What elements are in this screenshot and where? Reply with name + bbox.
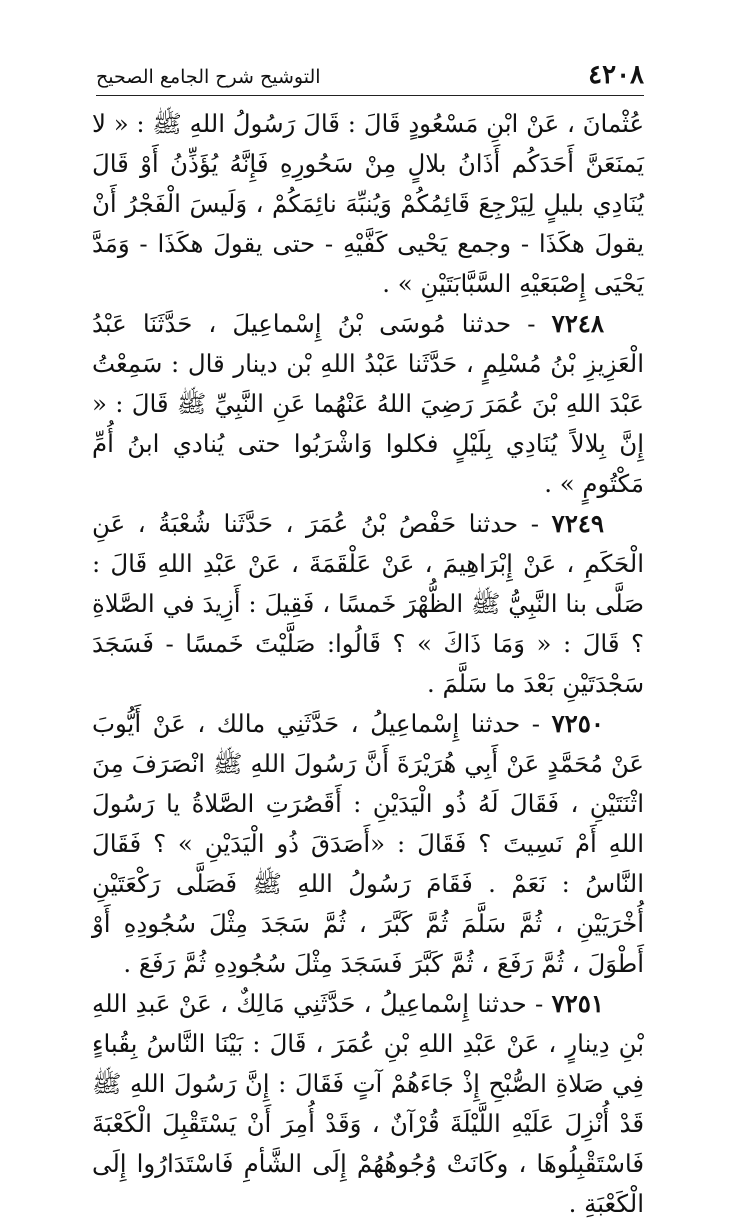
paragraph-text: عُثْمانَ ، عَنْ ابْنِ مَسْعُودٍ قَالَ : قَالَ رَسُولُ اللهِ ﷺ : « لا يَمنَعَنَّ أَحَدَكُم أَذَانُ بلالٍ مِنْ سَحُورِهِ فَإِنَّهُ يُؤَذِّنُ أَوْ قَالَ يُنَادِي بليلٍ لِيَرْجِعَ قَائِمُكُمْ وَيُنبِّهَ نائِمَكُمْ ، وَلَيسَ الْفَجْرُ أَنْ يقولَ هكَذَا - وجمع يَحْيى كَفَّيْهِ - حتى يقولَ هكَذَا - وَمَدَّ يَحْيَى إِصْبَعَيْهِ السَّبَّابَتَيْنِ » .: [92, 109, 644, 298]
hadith-number: ٧٢٤٨: [551, 309, 604, 338]
hadith-7250: [92, 704, 644, 984]
header-divider: [96, 95, 644, 96]
hadith-number: ٧٢٤٩: [551, 509, 604, 538]
hadith-7251: [92, 984, 644, 1224]
hadith-7249: [92, 504, 644, 704]
paragraph-text: - حدثنا حَفْصُ بْنُ عُمَرَ ، حَدَّثَنا شُعْبَةُ ، عَنِ الْحَكَمِ ، عَنْ إِبْرَاهِيمَ ، عَنْ عَلْقَمَةَ ، عَنْ عَبْدِ اللهِ قَالَ : صَلَّى بنا النَّبِيُّ ﷺ الظُّهْرَ خَمسًا ، فَقِيلَ : أَزِيدَ في الصَّلاةِ ؟ قَالَ : « وَمَا ذَاكَ » ؟ قَالُوا: صَلَّيْتَ خَمسًا - فَسَجَدَ سَجْدَتَيْنِ بَعْدَ ما سَلَّمَ .: [92, 509, 644, 698]
hadith-number: ٧٢٥١: [551, 989, 604, 1018]
paragraph-continuation: [92, 104, 644, 304]
hadith-7248: [92, 304, 644, 504]
page-body: [92, 104, 644, 1224]
paragraph-text: - حدثنا مُوسَى بْنُ إِسْماعِيلَ ، حَدَّثَنَا عَبْدُ الْعَزِيزِ بْنُ مُسْلِمٍ ، حَدَّثَنا عَبْدُ اللهِ بْن دينار قال : سَمِعْتُ عَبْدَ اللهِ بْنَ عُمَرَ رَضِيَ اللهُ عَنْهُما عَنِ النَّبِيِّ ﷺ قَالَ : « إِنَّ بِلالاً يُنَادِي بِلَيْلٍ فكلوا وَاشْرَبُوا حتى يُنادي ابنُ أُمِّ مَكْتُومٍ » .: [92, 309, 644, 498]
page-number: ٤٢٠٨: [588, 60, 644, 90]
hadith-number: ٧٢٥٠: [551, 709, 604, 738]
paragraph-text: - حدثنا إِسْماعِيلُ ، حَدَّثَنِي مَالِكٌ ، عَنْ عَبدِ اللهِ بْنِ دِينارٍ ، عَنْ عَبْدِ اللهِ بْنِ عُمَرَ ، قَالَ : بَيْنَا النَّاسُ بِقُباءٍ فِي صَلاةِ الصُّبْحِ إِذْ جَاءَهُمْ آتٍ فَقَالَ : إِنَّ رَسُولَ اللهِ ﷺ قَدْ أُنْزِلَ عَلَيْهِ اللَّيْلَةَ قُرْآنٌ ، وَقَدْ أُمِرَ أَنْ يَسْتَقْبِلَ الْكَعْبَةَ فَاسْتَقْبِلُوهَا ، وكَانَتْ وُجُوهُهُمْ إِلَى الشَّأمِ فَاسْتَدَارُوا إِلَى الْكَعْبَةِ .: [92, 989, 644, 1218]
running-title: التوشيح شرح الجامع الصحيح: [96, 66, 321, 88]
paragraph-text: - حدثنا إِسْماعِيلُ ، حَدَّثَنِي مالك ، عَنْ أَيُّوبَ عَنْ مُحَمَّدٍ عَنْ أَبِي هُرَيْرَةَ أَنَّ رَسُولَ اللهِ ﷺ انْصَرَفَ مِنَ اثْنَتَيْنِ ، فَقَالَ لَهُ ذُو الْيَدَيْنِ : أَقَصُرَتِ الصَّلاةُ يا رَسُولَ اللهِ أَمْ نَسِيتَ ؟ فَقَالَ : «أَصَدَقَ ذُو الْيَدَيْنِ » ؟ فَقَالَ النَّاسُ : نَعَمْ . فَقَامَ رَسُولُ اللهِ ﷺ فَصَلَّى رَكْعَتَيْنِ أُخْرَيَيْنِ ، ثُمَّ سَلَّمَ ثُمَّ كَبَّرَ ، ثُمَّ سَجَدَ مِثْلَ سُجُودِهِ أَوْ أَطْوَلَ ، ثُمَّ رَفَعَ ، ثُمَّ كَبَّرَ فَسَجَدَ مِثْلَ سُجُودِهِ ثُمَّ رَفَعَ .: [92, 709, 644, 978]
page-header: [96, 56, 644, 96]
